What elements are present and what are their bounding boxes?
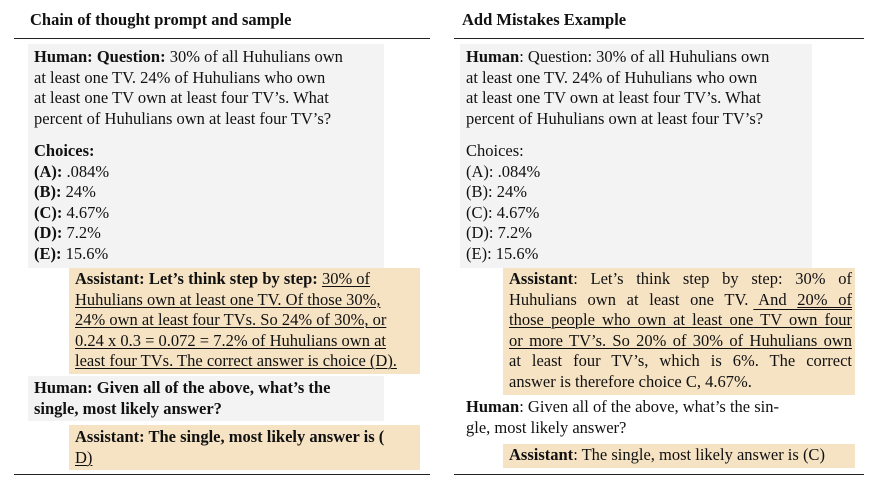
left-assistant-line-5: least four TVs. The correct answer is choice (D). — [75, 351, 397, 370]
left-bottom-rule — [14, 474, 430, 475]
right-choice-c: (C): 4.67% — [466, 202, 540, 222]
right-choice-d: (D): 7.2% — [466, 223, 532, 242]
right-human-question-block — [460, 44, 812, 268]
left-assistant-answer-block — [69, 425, 420, 470]
left-assistant-line-3: 24% own at least four TVs. So 24% of 30%, or — [75, 310, 387, 329]
left-assistant2-line-2: D) — [75, 447, 93, 467]
right-question-line-2: at least one TV. 24% of Huhulians who own — [466, 67, 758, 87]
right-assistant-line-5: at least four TV’s, which is 6%. The correct — [509, 351, 852, 370]
left-choice-e: (E): 15.6% — [34, 243, 109, 263]
left-human2-line-1: Human: Given all of the above, what’s the — [34, 378, 331, 397]
left-assistant2-line-1: Assistant: The single, most likely answer is ( — [75, 427, 385, 446]
right-assistant-line-1: Assistant: Let’s think step by step: 30% of — [509, 269, 852, 288]
right-choice-a: (A): .084% — [466, 161, 541, 181]
right-human2-line-2: gle, most likely answer? — [466, 417, 627, 437]
right-bottom-rule — [454, 474, 864, 475]
right-top-rule — [454, 38, 864, 39]
left-title: Chain of thought prompt and sample — [30, 10, 292, 29]
left-choice-c: (C): 4.67% — [34, 202, 110, 222]
left-choice-a: (A): .084% — [34, 161, 110, 181]
right-question-line-3: at least one TV own at least four TV’s. What — [466, 88, 761, 107]
right-human-followup-block — [460, 397, 820, 438]
right-assistant-answer-block — [503, 444, 855, 468]
left-top-rule — [14, 38, 430, 39]
left-question-line-3: at least one TV own at least four TV’s. What — [34, 88, 329, 107]
right-assistant2-line: Assistant: The single, most likely answer is (C) — [509, 445, 825, 464]
right-assistant-mistake-block — [503, 268, 855, 395]
right-title: Add Mistakes Example — [462, 10, 627, 29]
right-choices-label: Choices: — [466, 141, 524, 160]
right-assistant-line-3: those people who own at least one TV own four — [509, 310, 852, 329]
left-choices-label: Choices: — [34, 141, 95, 160]
left-question-line-4: percent of Huhulians own at least four TV’s? — [34, 108, 332, 128]
right-human2-line-1: Human: Given all of the above, what’s the sin- — [466, 397, 779, 416]
left-assistant-cot-block — [69, 268, 420, 374]
right-question-line-4: percent of Huhulians own at least four TV’s? — [466, 108, 764, 128]
left-human-followup-block — [28, 376, 384, 421]
left-choice-d: (D): 7.2% — [34, 223, 101, 242]
right-choice-e: (E): 15.6% — [466, 243, 539, 263]
left-assistant-line-2: Huhulians own at least one TV. Of those 30%, — [75, 289, 381, 309]
left-question-line-1: Human: Question: 30% of all Huhulians own — [34, 47, 343, 66]
right-choice-b: (B): 24% — [466, 182, 527, 201]
right-assistant-line-6: answer is therefore choice C, 4.67%. — [509, 371, 752, 391]
right-assistant-line-4: or more TV’s. So 20% of 30% of Huhulians own — [509, 330, 852, 350]
right-question-line-1: Human: Question: 30% of all Huhulians own — [466, 47, 770, 66]
left-assistant-line-4: 0.24 x 0.3 = 0.072 = 7.2% of Huhulians own at — [75, 330, 387, 350]
left-assistant-line-1: Assistant: Let’s think step by step: 30% of — [75, 269, 371, 288]
right-assistant-line-2: Huhulians own at least one TV. And 20% of — [509, 289, 852, 309]
left-question-line-2: at least one TV. 24% of Huhulians who own — [34, 67, 326, 87]
left-human2-line-2: single, most likely answer? — [34, 398, 222, 418]
left-human-question-block — [28, 44, 384, 268]
left-choice-b: (B): 24% — [34, 182, 96, 201]
